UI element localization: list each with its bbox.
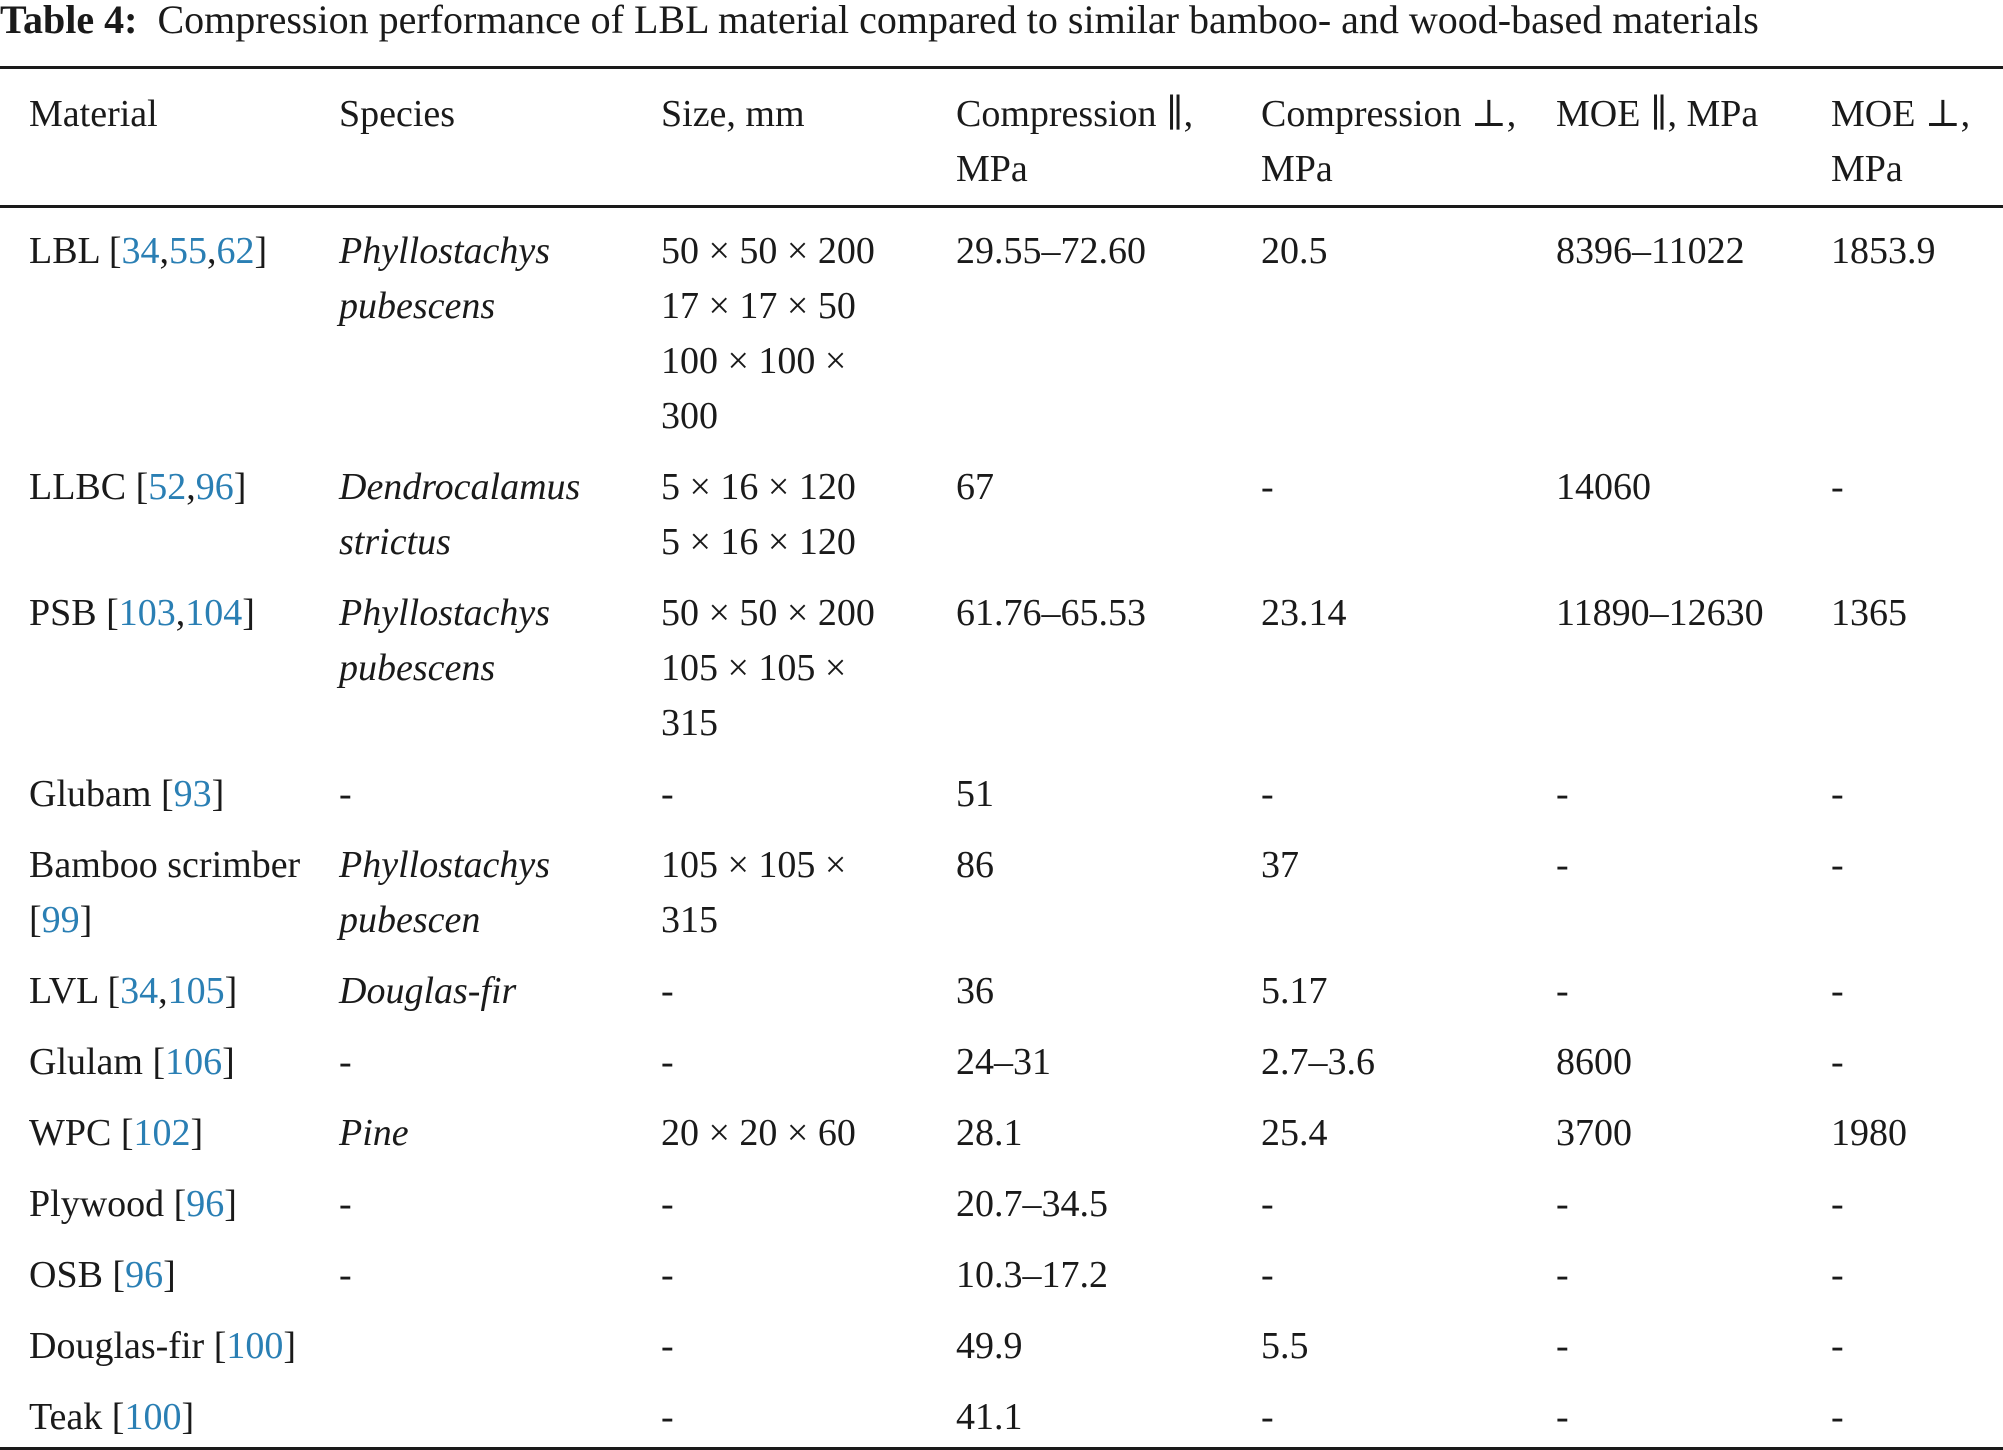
cell-compression-perpendicular: - [1261, 1396, 1274, 1438]
cell-compression-perpendicular: 2.7–3.6 [1261, 1041, 1375, 1083]
cell-material: Plywood [96] [29, 1183, 237, 1225]
cell-compression-parallel: 67 [956, 466, 994, 508]
cell-moe-parallel: 8396–11022 [1556, 230, 1745, 272]
table-row [0, 207, 2003, 445]
cell-compression-perpendicular: 25.4 [1261, 1112, 1328, 1154]
material-name: Douglas-fir [29, 1325, 205, 1367]
cell-size [632, 822, 927, 948]
cell-moe-perpendicular: - [1831, 1183, 1844, 1225]
cell-moe-perpendicular: - [1831, 844, 1844, 886]
cell-size [632, 1090, 927, 1161]
size-line: - [661, 970, 674, 1012]
cell-compression-parallel: 49.9 [956, 1325, 1023, 1367]
cell-species [310, 1374, 632, 1449]
cell-species [310, 751, 632, 822]
col-header-compression-perpendicular: Compression ⊥, MPa [1261, 93, 1517, 190]
compression-table [0, 66, 2003, 1450]
table-body [0, 207, 2003, 1449]
cell-species [310, 948, 632, 1019]
col-header-species: Species [339, 93, 456, 135]
material-name: Glubam [29, 773, 152, 815]
reference-link[interactable]: 55 [169, 230, 208, 272]
species-line: pubescens [339, 285, 496, 327]
cell-moe-perpendicular: 1365 [1831, 592, 1907, 634]
species-line: Pine [339, 1112, 409, 1154]
reference-link[interactable]: 100 [226, 1325, 284, 1367]
cell-size [632, 1303, 927, 1374]
reference-link[interactable]: 103 [118, 592, 176, 634]
size-line: - [661, 773, 674, 815]
cell-moe-perpendicular: 1980 [1831, 1112, 1907, 1154]
cell-material: PSB [103,104] [29, 592, 255, 634]
cell-compression-parallel: 10.3–17.2 [956, 1254, 1108, 1296]
table-caption-text: Compression performance of LBL material compared to similar bamboo- and wood-based materials [157, 0, 1759, 42]
col-header-compression-parallel: Compression ∥, MPa [956, 93, 1194, 190]
cell-species [310, 822, 632, 948]
table-row [0, 1374, 2003, 1449]
reference-link[interactable]: 96 [186, 1183, 225, 1225]
cell-moe-perpendicular: - [1831, 1396, 1844, 1438]
size-line: - [661, 1254, 674, 1296]
size-line: 5 × 16 × 120 [661, 521, 856, 563]
species-line: - [339, 1041, 352, 1083]
cell-material: WPC [102] [29, 1112, 204, 1154]
table-row [0, 751, 2003, 822]
reference-link[interactable]: 105 [167, 970, 225, 1012]
col-header-moe-perpendicular: MOE ⊥, MPa [1831, 93, 1971, 190]
cell-size [632, 207, 927, 445]
cell-moe-parallel: 11890–12630 [1556, 592, 1764, 634]
material-name: LVL [29, 970, 98, 1012]
table-caption-label: Table 4: [0, 0, 138, 42]
material-name: Teak [29, 1396, 103, 1438]
cell-material: Douglas-fir [100] [29, 1325, 296, 1367]
cell-size [632, 1232, 927, 1303]
reference-link[interactable]: 100 [124, 1396, 182, 1438]
cell-compression-perpendicular: 5.17 [1261, 970, 1328, 1012]
reference-link[interactable]: 34 [120, 970, 159, 1012]
cell-size [632, 948, 927, 1019]
cell-material: LLBC [52,96] [29, 466, 247, 508]
cell-material: OSB [96] [29, 1254, 176, 1296]
cell-species [310, 1090, 632, 1161]
size-line: - [661, 1183, 674, 1225]
size-line: 300 [661, 395, 718, 437]
material-name: WPC [29, 1112, 112, 1154]
cell-moe-parallel: - [1556, 773, 1569, 815]
cell-size [632, 1374, 927, 1449]
cell-size [632, 1161, 927, 1232]
cell-compression-parallel: 36 [956, 970, 994, 1012]
reference-link[interactable]: 106 [165, 1041, 223, 1083]
table-row [0, 1303, 2003, 1374]
cell-moe-parallel: - [1556, 1254, 1569, 1296]
size-line: - [661, 1396, 674, 1438]
table-row [0, 822, 2003, 948]
size-line: 5 × 16 × 120 [661, 466, 856, 508]
cell-material: Bamboo scrimber [99] [29, 844, 301, 941]
species-line: - [339, 1183, 352, 1225]
cell-moe-parallel: 8600 [1556, 1041, 1632, 1083]
species-line: pubescen [339, 899, 481, 941]
reference-link[interactable]: 62 [216, 230, 255, 272]
reference-link[interactable]: 104 [185, 592, 243, 634]
size-line: 50 × 50 × 200 [661, 230, 875, 272]
cell-material: LBL [34,55,62] [29, 230, 268, 272]
reference-link[interactable]: 52 [148, 466, 187, 508]
table-row [0, 1161, 2003, 1232]
table-row [0, 948, 2003, 1019]
cell-material: Glubam [93] [29, 773, 225, 815]
cell-species [310, 570, 632, 751]
cell-compression-parallel: 28.1 [956, 1112, 1023, 1154]
reference-link[interactable]: 96 [125, 1254, 164, 1296]
reference-link[interactable]: 34 [121, 230, 160, 272]
size-line: - [661, 1041, 674, 1083]
header-row [0, 68, 2003, 207]
cell-moe-perpendicular: - [1831, 1254, 1844, 1296]
table-row [0, 1090, 2003, 1161]
cell-moe-parallel: 14060 [1556, 466, 1651, 508]
cell-material: Teak [100] [29, 1396, 195, 1438]
cell-compression-perpendicular: 5.5 [1261, 1325, 1309, 1367]
cell-compression-perpendicular: - [1261, 466, 1274, 508]
cell-moe-perpendicular: - [1831, 970, 1844, 1012]
cell-moe-parallel: - [1556, 1325, 1569, 1367]
species-line: - [339, 1254, 352, 1296]
cell-compression-perpendicular: 20.5 [1261, 230, 1328, 272]
reference-link[interactable]: 99 [41, 899, 80, 941]
cell-species [310, 1019, 632, 1090]
material-name: Plywood [29, 1183, 165, 1225]
cell-moe-perpendicular: 1853.9 [1831, 230, 1936, 272]
cell-size [632, 570, 927, 751]
material-name: OSB [29, 1254, 103, 1296]
cell-species [310, 1232, 632, 1303]
table-row [0, 1232, 2003, 1303]
species-line: Dendrocalamus [339, 466, 581, 508]
material-name: Bamboo scrimber [29, 844, 301, 886]
cell-compression-parallel: 24–31 [956, 1041, 1051, 1083]
cell-moe-parallel: - [1556, 844, 1569, 886]
cell-compression-perpendicular: 23.14 [1261, 592, 1347, 634]
col-header-material: Material [29, 93, 158, 135]
cell-compression-perpendicular: 37 [1261, 844, 1299, 886]
species-line: strictus [339, 521, 451, 563]
size-line: 17 × 17 × 50 [661, 285, 856, 327]
cell-size [632, 751, 927, 822]
size-line: 105 × 105 × [661, 844, 847, 886]
cell-moe-parallel: - [1556, 970, 1569, 1012]
table-row [0, 570, 2003, 751]
material-name: Glulam [29, 1041, 143, 1083]
cell-moe-parallel: - [1556, 1396, 1569, 1438]
species-line: Phyllostachys [339, 844, 551, 886]
cell-moe-perpendicular: - [1831, 1041, 1844, 1083]
cell-compression-parallel: 86 [956, 844, 994, 886]
cell-material: Glulam [106] [29, 1041, 235, 1083]
cell-compression-parallel: 61.76–65.53 [956, 592, 1146, 634]
reference-link[interactable]: 102 [133, 1112, 191, 1154]
cell-size [632, 444, 927, 570]
cell-compression-parallel: 29.55–72.60 [956, 230, 1146, 272]
cell-moe-parallel: 3700 [1556, 1112, 1632, 1154]
size-line: 20 × 20 × 60 [661, 1112, 856, 1154]
cell-compression-parallel: 41.1 [956, 1396, 1023, 1438]
size-line: 100 × 100 × [661, 340, 847, 382]
table-caption [0, 0, 2003, 48]
cell-species [310, 207, 632, 445]
cell-moe-perpendicular: - [1831, 466, 1844, 508]
table-row [0, 444, 2003, 570]
cell-species [310, 444, 632, 570]
species-line: - [339, 773, 352, 815]
size-line: 50 × 50 × 200 [661, 592, 875, 634]
table-row [0, 1019, 2003, 1090]
cell-size [632, 1019, 927, 1090]
col-header-size: Size, mm [661, 93, 805, 135]
species-line: pubescens [339, 647, 496, 689]
cell-compression-perpendicular: - [1261, 773, 1274, 815]
reference-link[interactable]: 96 [195, 466, 234, 508]
material-name: PSB [29, 592, 97, 634]
cell-compression-perpendicular: - [1261, 1183, 1274, 1225]
material-name: LLBC [29, 466, 127, 508]
cell-compression-parallel: 51 [956, 773, 994, 815]
cell-material: LVL [34,105] [29, 970, 238, 1012]
size-line: 315 [661, 702, 718, 744]
size-line: - [661, 1325, 674, 1367]
species-line: Douglas-fir [339, 970, 517, 1012]
cell-compression-perpendicular: - [1261, 1254, 1274, 1296]
cell-compression-parallel: 20.7–34.5 [956, 1183, 1108, 1225]
species-line: Phyllostachys [339, 592, 551, 634]
reference-link[interactable]: 93 [173, 773, 212, 815]
size-line: 315 [661, 899, 718, 941]
material-name: LBL [29, 230, 100, 272]
cell-species [310, 1161, 632, 1232]
cell-moe-parallel: - [1556, 1183, 1569, 1225]
species-line: Phyllostachys [339, 230, 551, 272]
cell-moe-perpendicular: - [1831, 773, 1844, 815]
cell-species [310, 1303, 632, 1374]
col-header-moe-parallel: MOE ∥, MPa [1556, 93, 1759, 135]
cell-moe-perpendicular: - [1831, 1325, 1844, 1367]
size-line: 105 × 105 × [661, 647, 847, 689]
table-header [0, 68, 2003, 207]
